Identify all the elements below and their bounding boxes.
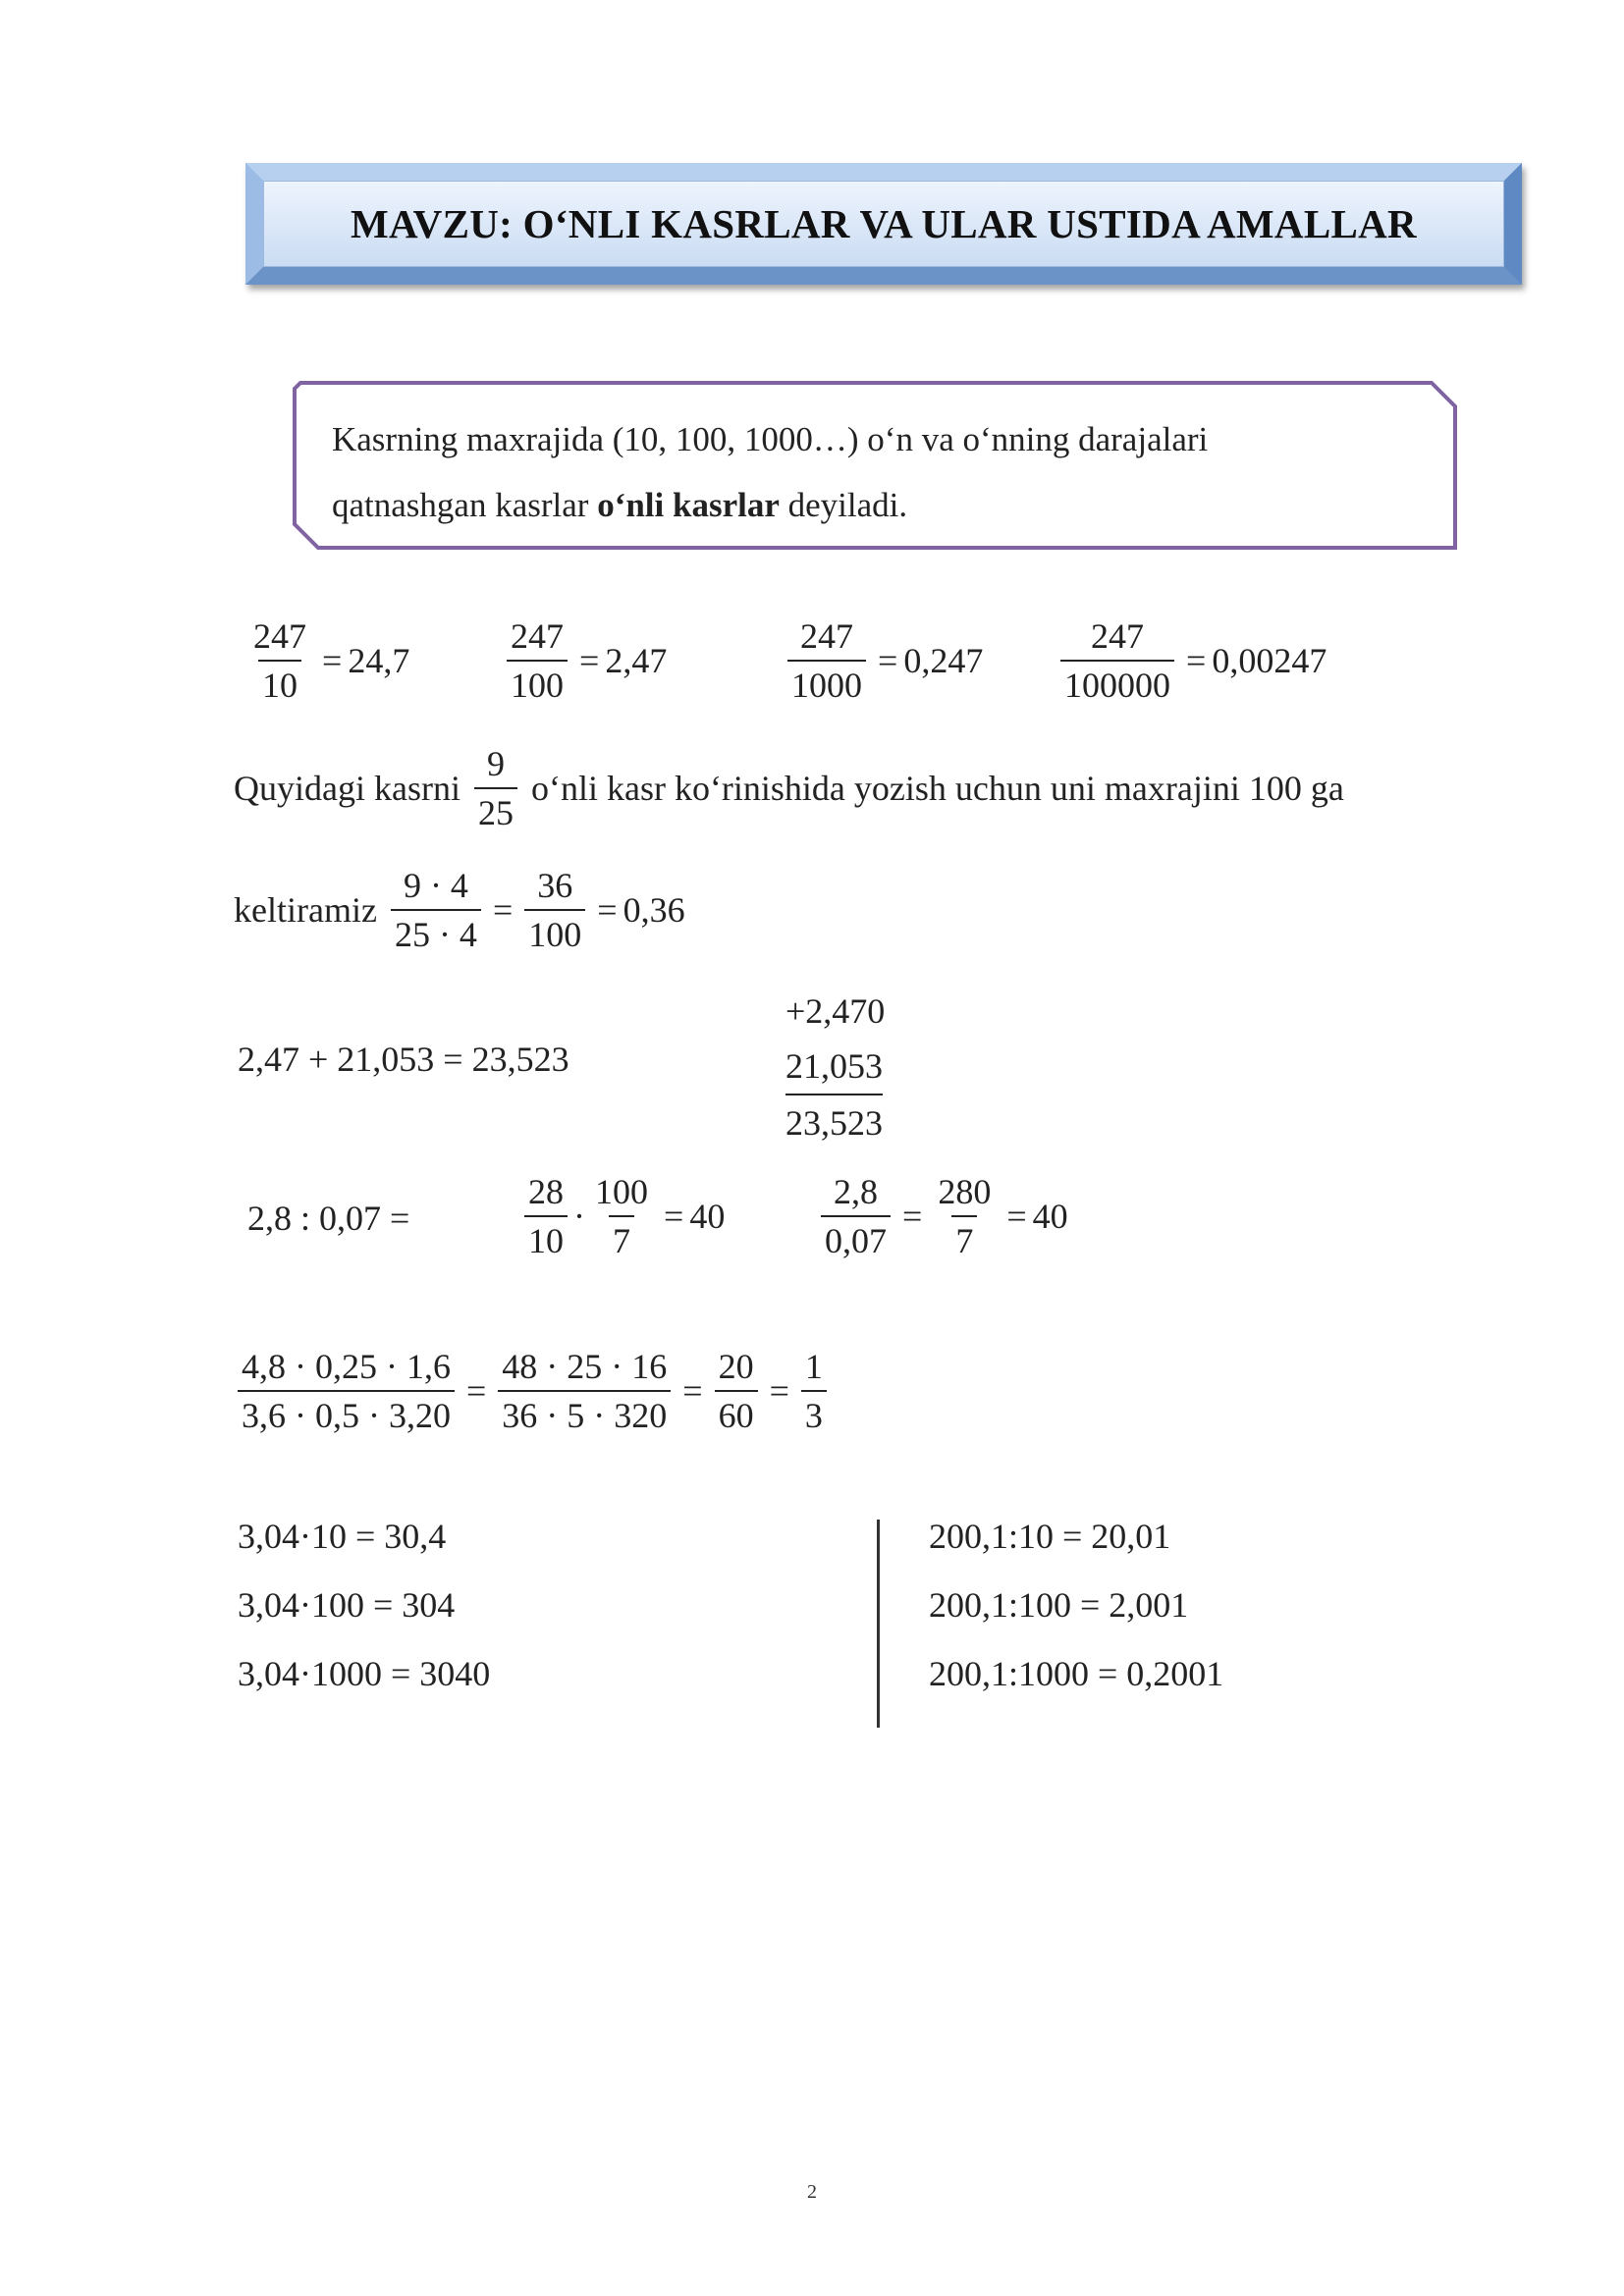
equals-sign: = xyxy=(902,1197,923,1236)
result: 0,247 xyxy=(903,641,984,680)
numerator: 20 xyxy=(718,1347,754,1386)
fraction-9-25 xyxy=(474,744,517,832)
definition-line-2-start: qatnashgan kasrlar xyxy=(332,486,598,524)
conversion-text-end: o‘nli kasr ko‘rinishida yozish uchun uni maxrajini 100 ga xyxy=(530,769,1344,808)
addition-column xyxy=(785,984,885,1150)
fraction xyxy=(524,866,585,954)
result: 40 xyxy=(1032,1197,1068,1236)
example-2 xyxy=(501,616,667,705)
addend-2: 21,053 xyxy=(785,1039,883,1095)
numerator: 1 xyxy=(804,1347,823,1386)
denominator: 100 xyxy=(507,660,568,705)
definition-term: o‘nli kasrlar xyxy=(597,486,780,524)
title-banner xyxy=(245,163,1522,285)
numerator: 4,8 · 0,25 · 1,6 xyxy=(242,1347,451,1386)
numerator: 9 xyxy=(486,744,505,783)
page-number: 2 xyxy=(807,2181,817,2203)
denominator: 60 xyxy=(715,1390,758,1435)
fraction xyxy=(238,1347,455,1435)
denominator: 3,6 · 0,5 · 3,20 xyxy=(238,1390,455,1435)
numerator: 247 xyxy=(511,616,564,656)
equals-sign: = xyxy=(465,1371,487,1411)
fraction xyxy=(787,616,866,705)
multiply-line-2: 3,04·100 = 304 xyxy=(238,1585,456,1625)
denominator: 0,07 xyxy=(821,1215,891,1260)
denominator: 3 xyxy=(801,1390,827,1435)
numerator: 247 xyxy=(1091,616,1144,656)
division-method-2 xyxy=(815,1172,1068,1260)
numerator: 280 xyxy=(938,1172,992,1211)
denominator: 36 · 5 · 320 xyxy=(498,1390,671,1435)
numerator: 28 xyxy=(528,1172,564,1211)
definition-line-2-end: deyiladi. xyxy=(779,486,908,524)
equals-sign: = xyxy=(682,1371,703,1411)
numerator: 9 · 4 xyxy=(403,866,468,905)
multiply-line-1: 3,04·10 = 30,4 xyxy=(238,1517,447,1556)
divide-line-1: 200,1:10 = 20,01 xyxy=(929,1517,1171,1556)
fraction xyxy=(249,616,310,705)
fraction xyxy=(524,1172,568,1260)
example-1 xyxy=(244,616,409,705)
equals-sign: = xyxy=(1006,1197,1027,1236)
definition-line-1: Kasrning maxrajida (10, 100, 1000…) o‘n va o‘nning darajalari xyxy=(332,420,1209,458)
fraction xyxy=(498,1347,671,1435)
divide-line-3: 200,1:1000 = 0,2001 xyxy=(929,1654,1224,1693)
denominator: 7 xyxy=(609,1215,634,1260)
fraction xyxy=(507,616,568,705)
fraction xyxy=(391,866,481,954)
divide-line-2: 200,1:100 = 2,001 xyxy=(929,1585,1189,1625)
denominator: 10 xyxy=(258,660,301,705)
conversion-label: keltiramiz xyxy=(234,890,377,930)
denominator: 100 xyxy=(524,909,585,954)
addend-1: +2,470 xyxy=(785,991,886,1031)
fraction xyxy=(715,1347,758,1435)
fraction xyxy=(801,1347,827,1435)
equals-sign: = xyxy=(597,890,618,930)
result: 0,36 xyxy=(623,890,685,930)
addition-inline: 2,47 + 21,053 = 23,523 xyxy=(238,1040,569,1079)
conversion-text-start: Quyidagi kasrni xyxy=(234,769,460,808)
fraction xyxy=(821,1172,891,1260)
equals-sign: = xyxy=(579,641,600,680)
numerator: 2,8 xyxy=(834,1172,878,1211)
result: 2,47 xyxy=(605,641,668,680)
fraction xyxy=(1060,616,1174,705)
denominator: 1000 xyxy=(787,660,866,705)
fraction xyxy=(591,1172,652,1260)
denominator: 25 xyxy=(474,787,517,832)
column-divider xyxy=(877,1520,880,1728)
definition-text xyxy=(332,406,1432,538)
multiply-dot: · xyxy=(573,1197,585,1236)
result: 24,7 xyxy=(348,641,410,680)
title-inner xyxy=(263,181,1504,267)
conversion-calculation xyxy=(234,866,685,954)
equals-sign: = xyxy=(878,641,898,680)
numerator: 48 · 25 · 16 xyxy=(502,1347,668,1386)
numerator: 247 xyxy=(253,616,306,656)
division-expression: 2,8 : 0,07 = xyxy=(247,1199,410,1238)
multiply-line-3: 3,04·1000 = 3040 xyxy=(238,1654,491,1693)
result: 0,00247 xyxy=(1212,641,1327,680)
division-method-1 xyxy=(518,1172,725,1260)
example-4 xyxy=(1055,616,1326,705)
definition-line-2 xyxy=(332,472,1432,538)
page-title: MAVZU: O‘NLI KASRLAR VA ULAR USTIDA AMALLAR xyxy=(351,201,1417,246)
conversion-sentence xyxy=(234,744,1344,832)
equals-sign: = xyxy=(769,1371,789,1411)
fraction xyxy=(934,1172,995,1260)
sum: 23,523 xyxy=(785,1103,883,1143)
numerator: 36 xyxy=(537,866,573,905)
denominator: 10 xyxy=(524,1215,568,1260)
example-3 xyxy=(782,616,983,705)
numerator: 100 xyxy=(595,1172,648,1211)
denominator: 25 · 4 xyxy=(391,909,481,954)
equals-sign: = xyxy=(492,890,514,930)
equals-sign: = xyxy=(1186,641,1207,680)
equals-sign: = xyxy=(664,1197,684,1236)
numerator: 247 xyxy=(800,616,853,656)
denominator: 100000 xyxy=(1060,660,1174,705)
denominator: 7 xyxy=(951,1215,977,1260)
equals-sign: = xyxy=(322,641,343,680)
complex-fraction xyxy=(232,1347,833,1435)
result: 40 xyxy=(689,1197,726,1236)
